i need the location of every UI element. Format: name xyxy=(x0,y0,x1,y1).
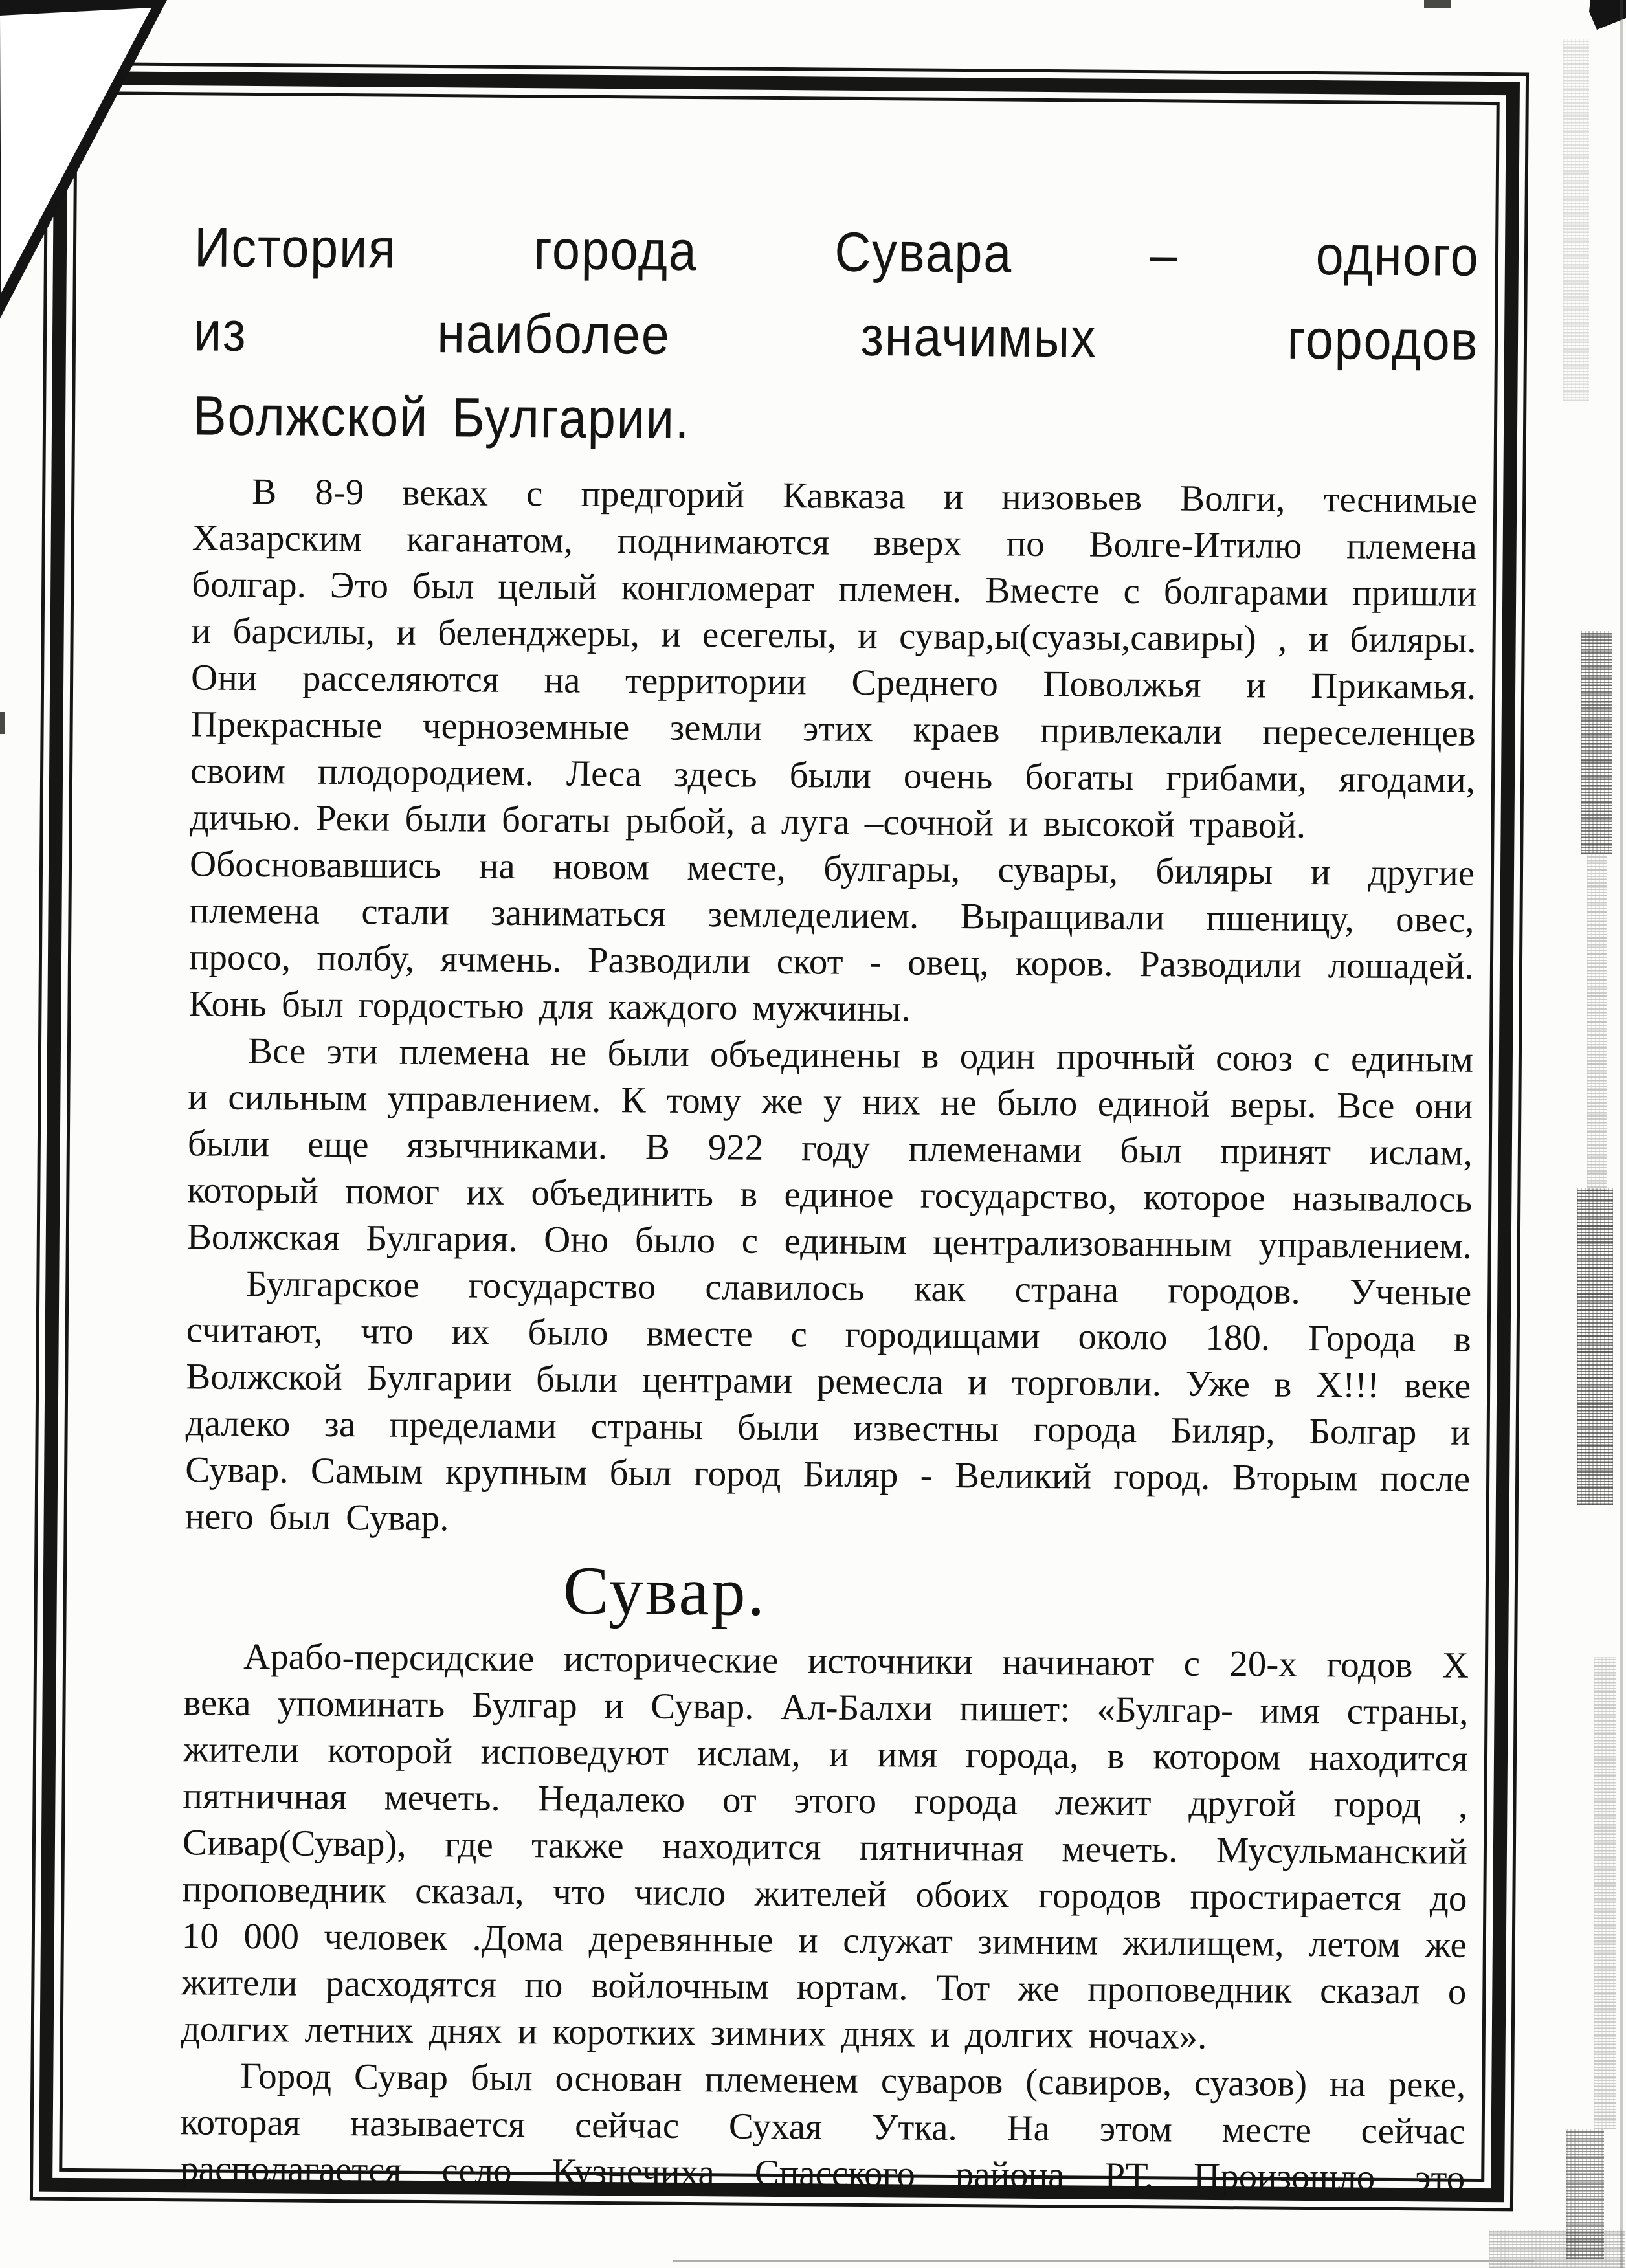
text-line: располагается село Кузнечиха Спасского района РТ. Произошло это xyxy=(180,2148,1465,2199)
title-line: История города Сувара – одного xyxy=(194,216,1480,288)
text-line: Все эти племена не были объединены в один прочный союз с единым xyxy=(247,1030,1474,1080)
border-outer-rule xyxy=(30,62,1529,2212)
text-line: были еще язычниками. В 922 году племенами был принят ислам, xyxy=(187,1123,1473,1173)
text-line: дичью. Реки были богаты рыбой, а луга –сочной и высокой травой. xyxy=(190,797,1306,846)
scan-noise xyxy=(1581,631,1612,854)
paragraph xyxy=(184,1260,1471,1550)
text-line: Конь был гордостью для каждого мужчины. xyxy=(188,983,911,1030)
text-line: болгар. Это был целый конгломерат племен. Вместе с болгарами пришли xyxy=(191,564,1477,614)
title-line: из наиболее значимых городов xyxy=(193,300,1479,372)
text-line: Сивар(Сувар), где также находится пятничная мечеть. Мусульманский xyxy=(182,1822,1468,1873)
document-title xyxy=(193,205,1480,467)
text-line: века упоминать Булгар и Сувар. Ал-Балхи пишет: «Булгар- имя страны, xyxy=(183,1682,1469,1733)
text-line: который помог их объединить в единое государство, которое называлось xyxy=(187,1170,1473,1220)
text-line: Прекрасные черноземные земли этих краев привлекали переселенцев xyxy=(190,704,1476,754)
text-line: долгих летних днях и коротких зимних днях и долгих ночах». xyxy=(181,2008,1207,2057)
paragraph xyxy=(187,1027,1474,1270)
page-frame xyxy=(30,62,1529,2212)
scan-edge-mark xyxy=(0,712,5,734)
text-line: 10 000 человек .Дома деревянные и служат зимним жилищем, летом же xyxy=(181,1915,1467,1966)
text-line: Обосновавшись на новом месте, булгары, сувары, биляры и другие xyxy=(189,843,1475,894)
text-line: своим плодородием. Леса здесь были очень богаты грибами, ягодами, xyxy=(190,750,1476,801)
text-line: В 8-9 веках с предгорий Кавказа и низовьев Волги, теснимые xyxy=(252,471,1478,521)
text-line: жители которой исповедуют ислам, и имя города, в котором находится xyxy=(183,1729,1469,1779)
border-inner-rule xyxy=(59,91,1500,2199)
text-line: Сувар. Самым крупным был город Биляр - Великий город. Вторым после xyxy=(184,1449,1471,1500)
scan-edge-line xyxy=(1620,0,1623,2268)
paragraph xyxy=(190,468,1477,850)
scan-noise xyxy=(1577,1188,1613,1505)
section-heading: Сувар. xyxy=(562,1552,767,1630)
page-content xyxy=(62,94,1496,2199)
text-line: него был Сувар. xyxy=(184,1496,449,1539)
text-line: просо, полбу, ячмень. Разводили скот - овец, коров. Разводили лошадей. xyxy=(188,937,1475,987)
paragraph xyxy=(180,2052,1466,2202)
scan-noise xyxy=(1594,1657,1616,2129)
text-line: проповедник сказал, что число жителей обоих городов простирается до xyxy=(182,1869,1467,1919)
text-line: считают, что их было вместе с городищами около 180. Города в xyxy=(186,1309,1471,1360)
border-thick-rule xyxy=(39,71,1520,2203)
text-line: пятничная мечеть. Недалеко от этого города лежит другой город , xyxy=(183,1775,1468,1826)
text-line: Город Сувар был основан племенем суваров (савиров, суазов) на реке, xyxy=(240,2055,1466,2106)
scan-bottom-line xyxy=(673,2260,1534,2262)
text-line: Они расселяются на территории Среднего Поволжья и Прикамья. xyxy=(190,657,1476,707)
text-line: племена стали заниматься земледелием. Выращивали пшеницу, овес, xyxy=(189,890,1475,940)
text-line: Волжская Булгария. Оно было с единым централизованным управлением. xyxy=(186,1216,1473,1267)
document-body xyxy=(180,468,1477,2201)
text-line: жители расходятся по войлочным юртам. Тот же проповедник сказал о xyxy=(181,1962,1467,2012)
title-line: Волжской Булгарии. xyxy=(192,384,691,450)
text-line: Булгарское государство славилось как страна городов. Ученые xyxy=(246,1263,1472,1313)
text-line: Хазарским каганатом, поднимаются вверх по Волге-Итилю племена xyxy=(192,517,1477,568)
text-line: далеко за пределами страны были известны города Биляр, Болгар и xyxy=(185,1403,1471,1453)
text-line: Арабо-персидские исторические источники начинают с 20-х годов Х xyxy=(243,1636,1469,1686)
scan-edge-mark xyxy=(1424,0,1451,8)
scan-noise xyxy=(1587,854,1607,1191)
text-line: и барсилы, и беленджеры, и есегелы, и сувар,ы(суазы,савиры) , и биляры. xyxy=(191,610,1476,661)
text-line: и сильным управлением. К тому же у них не было единой веры. Все они xyxy=(188,1076,1473,1127)
paragraph xyxy=(181,1633,1469,2062)
paragraph xyxy=(188,841,1475,1037)
scan-noise xyxy=(1489,2230,1625,2268)
scan-noise xyxy=(1563,39,1589,401)
text-line: Волжской Булгарии были центрами ремесла и торговли. Уже в Х!!! веке xyxy=(186,1356,1471,1406)
text-line: которая называется сейчас Сухая Утка. На этом месте сейчас xyxy=(180,2102,1465,2152)
